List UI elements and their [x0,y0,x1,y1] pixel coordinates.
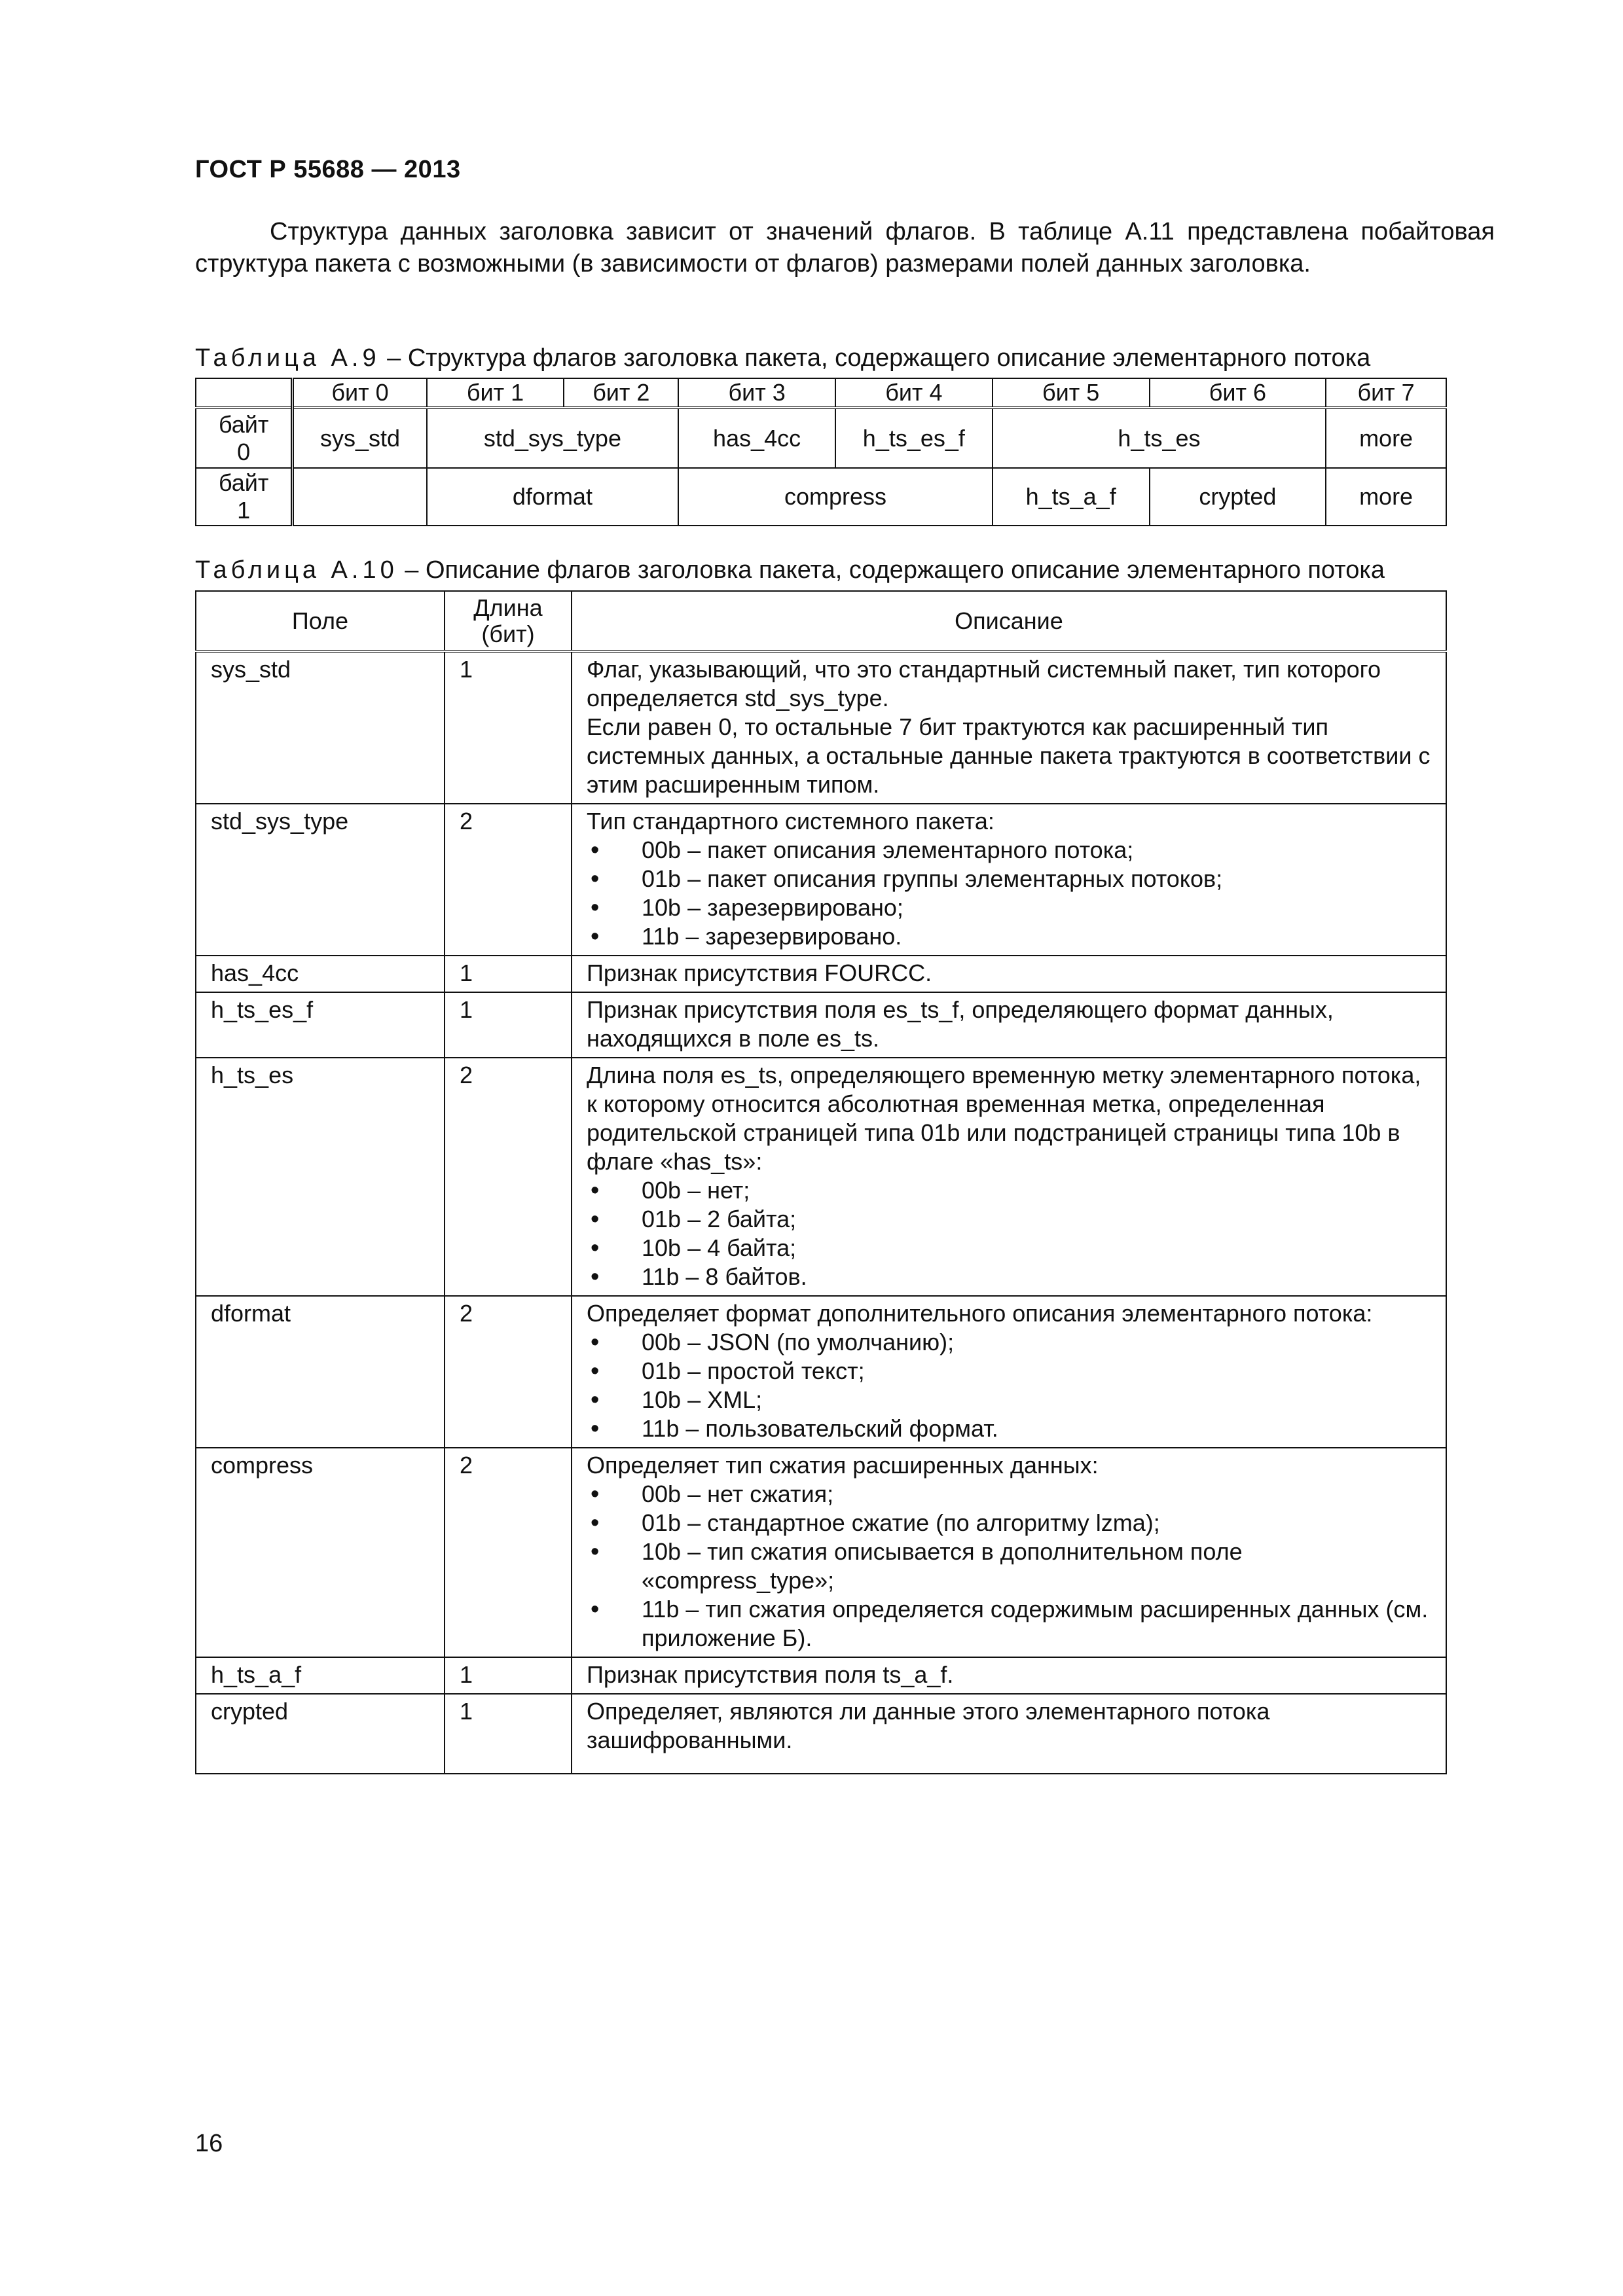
bits-header-row [196,378,1446,408]
list-item: • 00b – пакет описания элементарного потока; [642,836,1436,865]
field-description [572,992,1446,1058]
byte0-row [196,408,1446,468]
bit-header: бит 1 [427,378,564,408]
table-row [196,956,1446,992]
bit-header: бит 7 [1326,378,1446,408]
description-line: Определяет формат дополнительного описания элементарного потока: [587,1300,1373,1327]
table10-caption-label: Таблица А.10 [195,556,398,584]
field-name: crypted [196,1694,445,1774]
table-row [196,1058,1446,1296]
field-description [572,804,1446,956]
field-length: 2 [445,1448,572,1657]
description-line: Если равен 0, то остальные 7 бит трактуются как расширенный тип системных данных, а остальные данные пакета трактуются в соответствии с этим расширенным типом. [587,713,1431,798]
bit-header: бит 0 [293,378,427,408]
table-row [196,1296,1446,1448]
field-name: h_ts_es_f [196,992,445,1058]
table-row [196,804,1446,956]
field-description [572,651,1446,804]
header-description: Описание [572,591,1446,651]
document-header: ГОСТ Р 55688 — 2013 [195,156,461,183]
table9-caption-label: Таблица А.9 [195,344,380,372]
field-description [572,1058,1446,1296]
field-length: 1 [445,1657,572,1694]
description-line: Признак присутствия поля ts_a_f. [587,1661,954,1688]
bit-header: бит 2 [564,378,678,408]
description-line: Тип стандартного системного пакета: [587,808,994,834]
corner-cell [196,378,293,408]
bit-header: бит 4 [835,378,993,408]
list-item: • 01b – 2 байта; [642,1205,1436,1234]
field-name: sys_std [196,651,445,804]
bullet-list [587,1328,1436,1443]
bit-header: бит 3 [678,378,835,408]
list-item: • 00b – нет сжатия; [642,1480,1436,1509]
table-row [196,651,1446,804]
list-item: • 00b – JSON (по умолчанию); [642,1328,1436,1357]
intro-text: Структура данных заголовка зависит от значений флагов. В таблице А.11 представлена побайтовая структура пакета с возможными (в зависимости от флагов) размерами полей данных заголовка. [195,218,1495,278]
byte1-row [196,468,1446,526]
field-length: 2 [445,1058,572,1296]
list-item: • 01b – пакет описания группы элементарных потоков; [642,865,1436,893]
flag-cell: dformat [427,468,679,526]
field-description [572,1448,1446,1657]
flag-cell: more [1326,408,1446,468]
field-name: h_ts_a_f [196,1657,445,1694]
flags-structure-table [195,378,1447,526]
table10-caption-text: – Описание флагов заголовка пакета, содержащего описание элементарного потока [397,556,1385,584]
page-number: 16 [195,2130,223,2157]
byte0-label: байт 0 [196,408,293,468]
flag-cell: h_ts_es_f [835,408,993,468]
table-row [196,1694,1446,1774]
list-item: • 10b – XML; [642,1386,1436,1414]
description-line: Определяет, являются ли данные этого элементарного потока зашифрованными. [587,1698,1270,1753]
field-name: has_4cc [196,956,445,992]
list-item: • 11b – 8 байтов. [642,1263,1436,1291]
flag-cell: h_ts_es [993,408,1326,468]
list-item: • 10b – зарезервировано; [642,893,1436,922]
list-item: • 11b – зарезервировано. [642,922,1436,951]
list-item: • 10b – тип сжатия описывается в дополнительном поле «compress_type»; [642,1537,1436,1595]
bullet-list [587,1480,1436,1653]
description-line: Признак присутствия FOURCC. [587,960,932,986]
table9-caption [195,344,1370,372]
list-item: • 01b – простой текст; [642,1357,1436,1386]
field-description [572,1296,1446,1448]
field-description [572,956,1446,992]
flags-description-table [195,590,1447,1774]
table10-header-row [196,591,1446,651]
field-length: 1 [445,992,572,1058]
bullet-list [587,1176,1436,1291]
field-length: 1 [445,651,572,804]
bit-header: бит 5 [993,378,1150,408]
header-length: Длина (бит) [445,591,572,651]
field-length: 2 [445,1296,572,1448]
flag-cell: sys_std [293,408,427,468]
description-line: Длина поля es_ts, определяющего временную метку элементарного потока, к которому относится абсолютная временная метка, определенная родительской страницей типа 01b или подстраницей страницы типа 10b в флаге «has_ts»: [587,1062,1421,1175]
field-description [572,1694,1446,1774]
field-length: 2 [445,804,572,956]
bullet-list [587,836,1436,951]
flag-cell: compress [678,468,993,526]
field-description [572,1657,1446,1694]
list-item: • 01b – стандартное сжатие (по алгоритму lzma); [642,1509,1436,1537]
list-item: • 10b – 4 байта; [642,1234,1436,1263]
list-item: • 00b – нет; [642,1176,1436,1205]
table-row [196,992,1446,1058]
flag-cell: more [1326,468,1446,526]
field-length: 1 [445,956,572,992]
field-length: 1 [445,1694,572,1774]
field-name: compress [196,1448,445,1657]
byte1-label: байт 1 [196,468,293,526]
table-row [196,1657,1446,1694]
flag-cell: h_ts_a_f [993,468,1150,526]
flag-cell: crypted [1150,468,1326,526]
header-field: Поле [196,591,445,651]
intro-paragraph [195,216,1495,280]
description-line: Определяет тип сжатия расширенных данных: [587,1452,1099,1479]
description-line: Признак присутствия поля es_ts_f, определяющего формат данных, находящихся в поле es_ts. [587,996,1334,1052]
table9-caption-text: – Структура флагов заголовка пакета, содержащего описание элементарного потока [380,344,1371,372]
description-line: Флаг, указывающий, что это стандартный системный пакет, тип которого определяется std_sys_type. [587,656,1381,711]
bit-header: бит 6 [1150,378,1326,408]
list-item: • 11b – тип сжатия определяется содержимым расширенных данных (см. приложение Б). [642,1595,1436,1653]
flag-cell: std_sys_type [427,408,679,468]
field-name: h_ts_es [196,1058,445,1296]
list-item: • 11b – пользовательский формат. [642,1414,1436,1443]
field-name: dformat [196,1296,445,1448]
field-name: std_sys_type [196,804,445,956]
flag-cell-empty [293,468,427,526]
table-row [196,1448,1446,1657]
table10-caption [195,556,1385,584]
flag-cell: has_4cc [678,408,835,468]
